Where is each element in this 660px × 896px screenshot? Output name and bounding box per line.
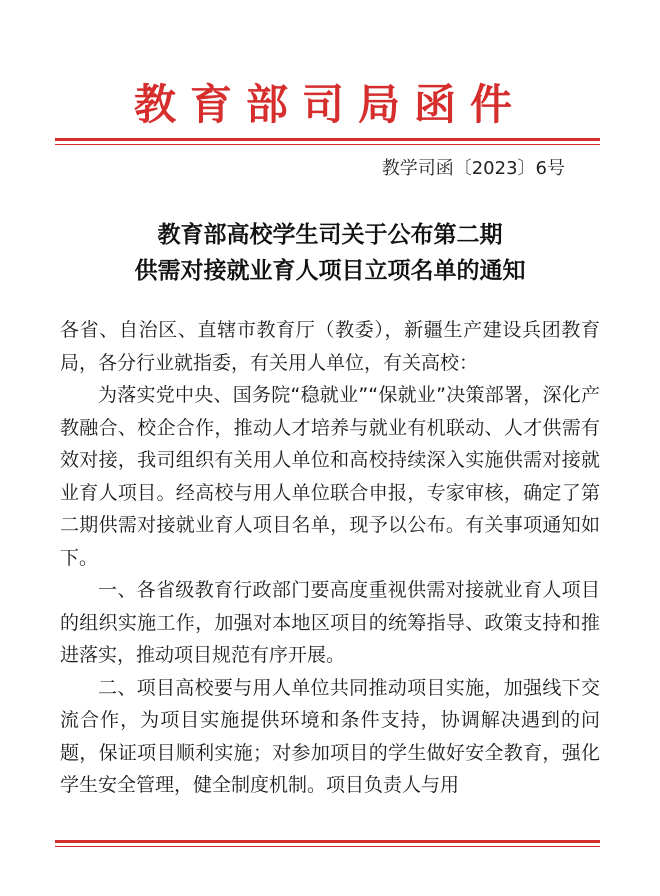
- salutation: 各省、自治区、直辖市教育厅（教委），新疆生产建设兵团教育局，各分行业就指委，有关用人单位，有关高校：: [60, 319, 600, 374]
- document-number: 教学司函〔2023〕6号: [381, 158, 565, 179]
- header-rule-thick: [55, 138, 600, 141]
- notice-body: [60, 314, 600, 802]
- footer-rule-thick: [55, 840, 600, 843]
- notice-title-line-2: 供需对接就业育人项目立项名单的通知: [134, 258, 526, 284]
- footer-rule-thin: [55, 846, 600, 847]
- notice-title-line-1: 教育部高校学生司关于公布第二期: [157, 222, 503, 248]
- header-rule-thin: [55, 144, 600, 145]
- paragraph-intro: 为落实党中央、国务院“稳就业”“保就业”决策部署，深化产教融合、校企合作，推动人才培养与就业有机联动、人才供需有效对接，我司组织有关用人单位和高校持续深入实施供需对接就业育人项目。经高校与用人单位联合申报，专家审核，确定了第二期供需对接就业育人项目名单，现予以公布。有关事项通知如下。: [60, 384, 600, 569]
- letterhead-title: 教育部司局函件: [133, 80, 526, 129]
- paragraph-item-1: 一、各省级教育行政部门要高度重视供需对接就业育人项目的组织实施工作，加强对本地区项目的统筹指导、政策支持和推进落实，推动项目规范有序开展。: [60, 579, 600, 666]
- paragraph-item-2: 二、项目高校要与用人单位共同推动项目实施，加强线下交流合作，为项目实施提供环境和条件支持，协调解决遇到的问题，保证项目顺利实施；对参加项目的学生做好安全教育，强化学生安全管理，健全制度机制。项目负责人与用: [60, 676, 600, 796]
